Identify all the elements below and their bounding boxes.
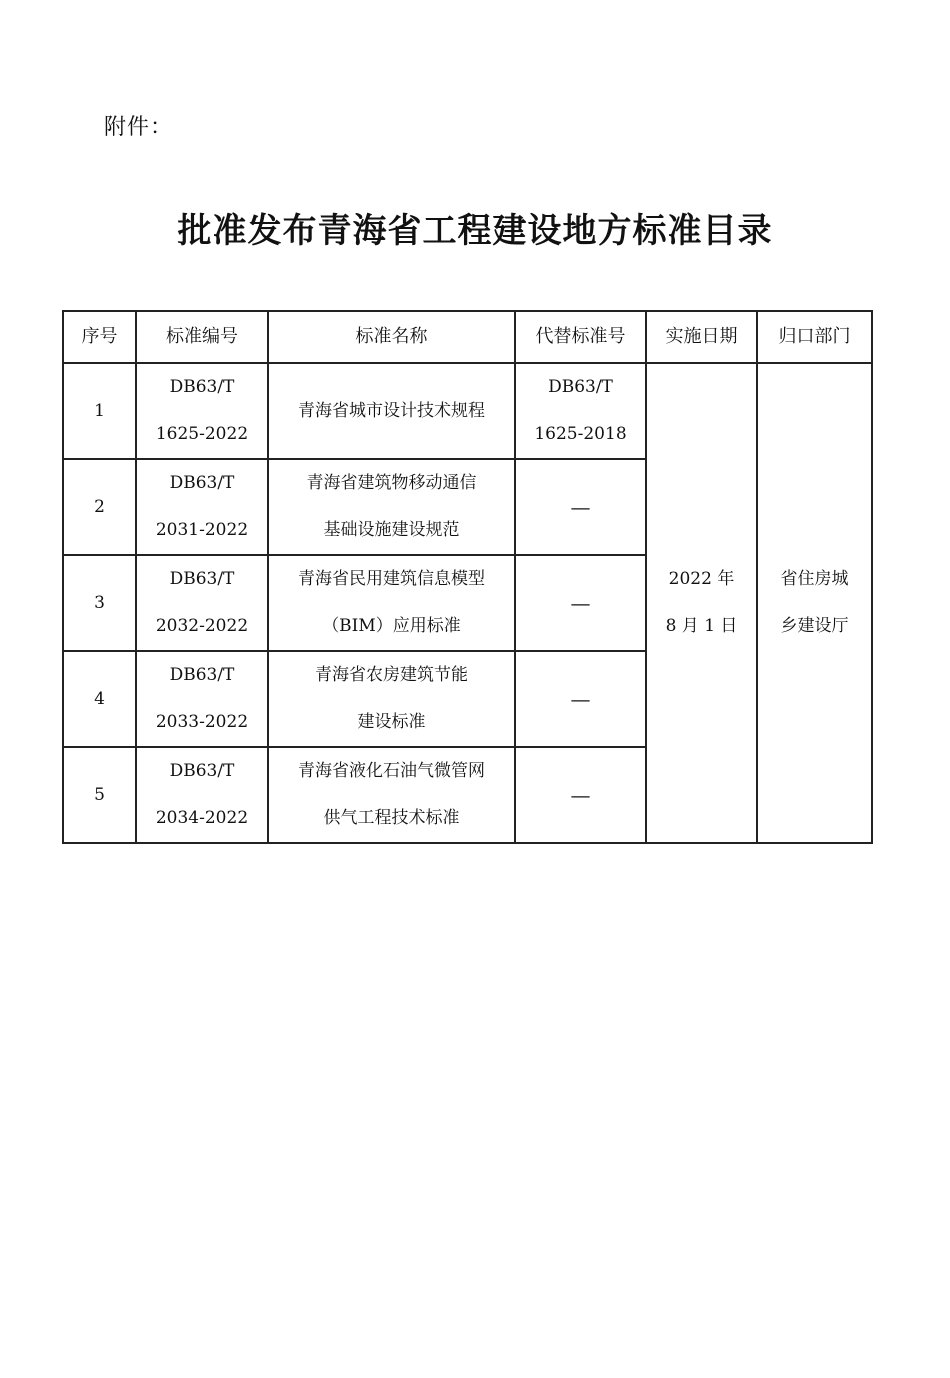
header-replaced-standard: 代替标准号: [515, 311, 646, 363]
standard-name-line-2: 供气工程技术标准: [323, 808, 460, 828]
standard-name-cell: [268, 651, 515, 747]
department-line-2: 乡建设厅: [780, 616, 849, 636]
implementation-date-year: 2022 年: [668, 569, 735, 589]
standard-name-cell: [268, 555, 515, 651]
standard-name-line-1: 青海省民用建筑信息模型: [298, 569, 485, 589]
header-implementation-date: 实施日期: [646, 311, 757, 363]
standard-name-line: 青海省城市设计技术规程: [298, 400, 485, 421]
serial-no-cell: 5: [63, 747, 136, 843]
header-standard-name: 标准名称: [268, 311, 515, 363]
serial-no-cell: 3: [63, 555, 136, 651]
replaced-standard-cell: —: [515, 651, 646, 747]
standard-code-number: 2033-2022: [155, 712, 249, 732]
standard-name-cell: [268, 363, 515, 459]
serial-no-cell: 1: [63, 363, 136, 459]
standard-code-cell: [136, 651, 268, 747]
standard-code-cell: [136, 555, 268, 651]
replaced-standard-cell: —: [515, 459, 646, 555]
header-department: 归口部门: [757, 311, 872, 363]
standard-code-cell: [136, 747, 268, 843]
table-header-row: [63, 311, 872, 363]
standard-code-prefix: DB63/T: [169, 473, 235, 493]
standard-code-cell: [136, 363, 268, 459]
table-row: [63, 363, 872, 459]
document-title: 批准发布青海省工程建设地方标准目录: [177, 211, 773, 251]
serial-no-cell: 2: [63, 459, 136, 555]
standard-name-cell: [268, 747, 515, 843]
standard-code-prefix: DB63/T: [169, 665, 235, 685]
standard-code-number: 2034-2022: [155, 808, 249, 828]
standard-name-line-1: 青海省建筑物移动通信: [306, 473, 477, 493]
replaced-standard-cell: —: [515, 555, 646, 651]
replaced-code-prefix: DB63/T: [548, 377, 613, 397]
standard-code-number: 2031-2022: [155, 520, 249, 540]
serial-no-cell: 4: [63, 651, 136, 747]
standard-name-cell: [268, 459, 515, 555]
implementation-date-day: 8 月 1 日: [665, 616, 738, 636]
standard-name-line-1: 青海省液化石油气微管网: [298, 761, 485, 781]
standard-name-line-1: 青海省农房建筑节能: [315, 665, 468, 685]
standards-table: [62, 310, 873, 844]
department-cell: [757, 363, 872, 843]
replaced-code-number: 1625-2018: [534, 424, 627, 444]
standard-name-line-2: （BIM）应用标准: [322, 616, 461, 636]
header-serial-no: 序号: [63, 311, 136, 363]
standard-code-prefix: DB63/T: [169, 761, 235, 781]
standard-code-number: 2032-2022: [155, 616, 249, 636]
department-line-1: 省住房城: [780, 569, 849, 589]
implementation-date-cell: [646, 363, 757, 843]
standard-code-cell: [136, 459, 268, 555]
standard-code-prefix: DB63/T: [169, 569, 235, 589]
standard-name-line-2: 基础设施建设规范: [323, 520, 460, 540]
replaced-standard-cell: —: [515, 747, 646, 843]
attachment-label: 附件：: [104, 115, 174, 140]
standard-code-number: 1625-2022: [155, 424, 249, 444]
replaced-standard-cell: [515, 363, 646, 459]
header-standard-code: 标准编号: [136, 311, 268, 363]
standard-code-prefix: DB63/T: [169, 377, 235, 397]
standard-name-line-2: 建设标准: [357, 712, 426, 732]
